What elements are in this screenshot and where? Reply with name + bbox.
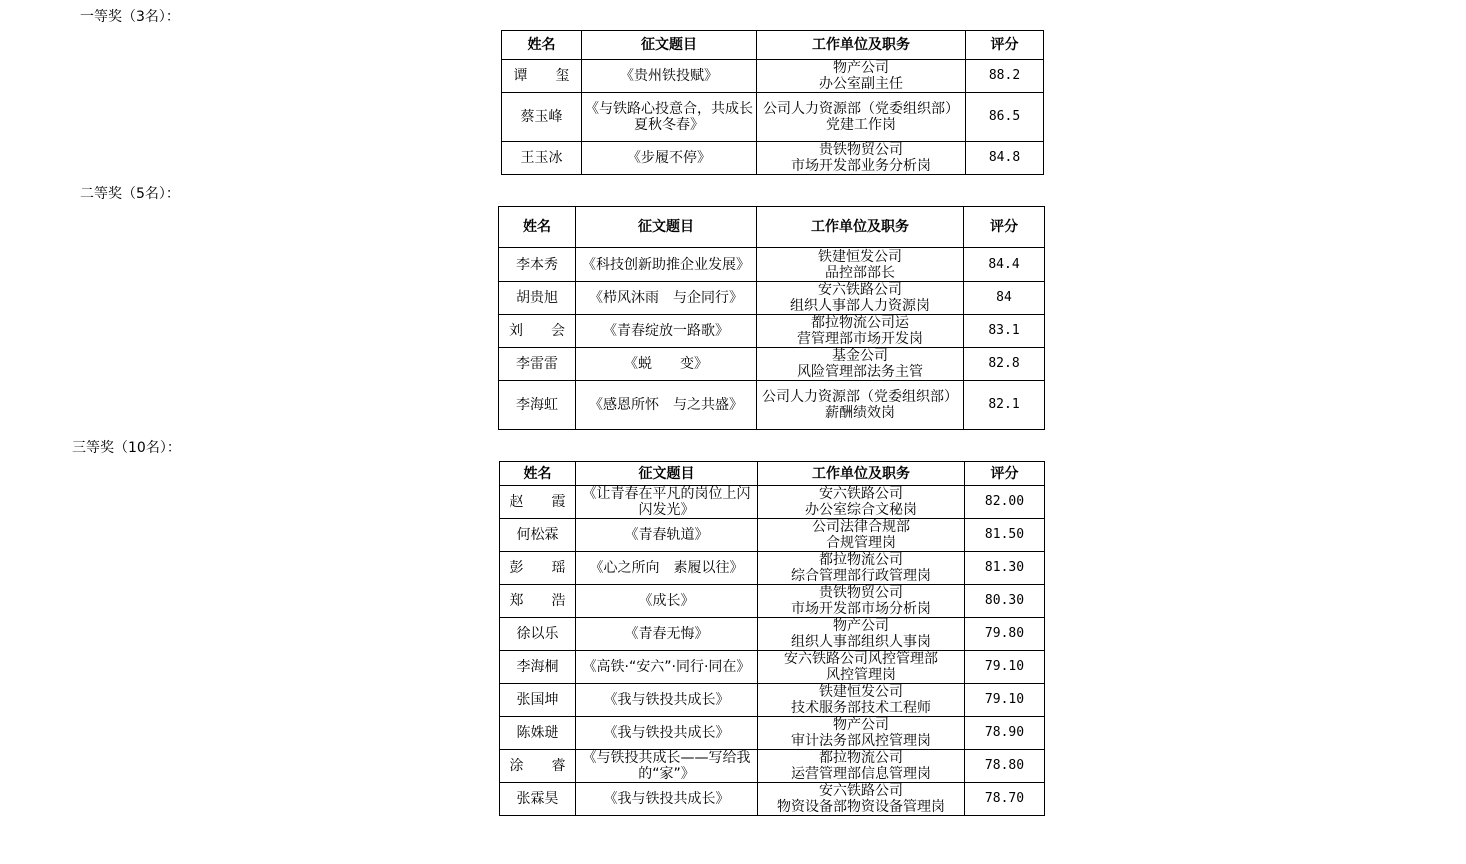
cell-name: 陈姝琎 [500, 717, 576, 750]
cell-name: 谭 玺 [502, 60, 582, 93]
cell-unit: 物产公司 组织人事部组织人事岗 [758, 618, 965, 651]
cell-title: 《心之所向 素履以往》 [576, 552, 758, 585]
table-row [502, 93, 1044, 142]
table-row [499, 315, 1045, 348]
table-row [499, 381, 1045, 430]
header-name: 姓名 [502, 31, 582, 60]
cell-name: 刘 会 [499, 315, 576, 348]
header-unit: 工作单位及职务 [757, 207, 964, 248]
cell-name: 徐以乐 [500, 618, 576, 651]
cell-name: 张国坤 [500, 684, 576, 717]
cell-name: 李雷雷 [499, 348, 576, 381]
cell-unit: 铁建恒发公司 品控部部长 [757, 248, 964, 282]
cell-unit: 安六铁路公司风控管理部 风控管理岗 [758, 651, 965, 684]
cell-title: 《我与铁投共成长》 [576, 783, 758, 816]
cell-name: 李海桐 [500, 651, 576, 684]
cell-unit: 物产公司 审计法务部风控管理岗 [758, 717, 965, 750]
header-name: 姓名 [499, 207, 576, 248]
header-title: 征文题目 [576, 462, 758, 486]
cell-title: 《科技创新助推企业发展》 [576, 248, 757, 282]
header-unit: 工作单位及职务 [758, 462, 965, 486]
header-score: 评分 [966, 31, 1044, 60]
cell-unit: 都拉物流公司 运营管理部信息管理岗 [758, 750, 965, 783]
cell-title: 《青春无悔》 [576, 618, 758, 651]
cell-score: 82.1 [964, 381, 1045, 430]
cell-score: 81.50 [965, 519, 1045, 552]
cell-title: 《步履不停》 [582, 142, 757, 175]
cell-score: 82.00 [965, 486, 1045, 519]
award-table-second [498, 206, 1045, 430]
table-row [499, 248, 1045, 282]
cell-score: 84.8 [966, 142, 1044, 175]
section-3-heading: 三等奖（10名）： [72, 440, 181, 456]
table-row [500, 486, 1045, 519]
table-row [500, 651, 1045, 684]
cell-unit: 基金公司 风险管理部法务主管 [757, 348, 964, 381]
table-row [500, 618, 1045, 651]
cell-title: 《青春绽放一路歌》 [576, 315, 757, 348]
cell-unit: 都拉物流公司运 营管理部市场开发岗 [757, 315, 964, 348]
cell-unit: 公司法律合规部 合规管理岗 [758, 519, 965, 552]
table-row [499, 348, 1045, 381]
table-header-row [502, 31, 1044, 60]
table-row [500, 519, 1045, 552]
table-row [499, 282, 1045, 315]
cell-title: 《成长》 [576, 585, 758, 618]
table-row [500, 585, 1045, 618]
cell-unit: 安六铁路公司 办公室综合文秘岗 [758, 486, 965, 519]
cell-title: 《让青春在平凡的岗位上闪闪发光》 [576, 486, 758, 519]
cell-score: 82.8 [964, 348, 1045, 381]
section-2-heading: 二等奖（5名）： [80, 186, 180, 202]
cell-name: 涂 睿 [500, 750, 576, 783]
cell-name: 蔡玉峰 [502, 93, 582, 142]
table-row [500, 684, 1045, 717]
section-1-heading: 一等奖（3名）： [80, 9, 180, 25]
cell-score: 81.30 [965, 552, 1045, 585]
cell-unit: 公司人力资源部（党委组织部） 薪酬绩效岗 [757, 381, 964, 430]
cell-score: 86.5 [966, 93, 1044, 142]
table-header-row [499, 207, 1045, 248]
cell-unit: 物产公司 办公室副主任 [757, 60, 966, 93]
table-header-row [500, 462, 1045, 486]
cell-unit: 安六铁路公司 组织人事部人力资源岗 [757, 282, 964, 315]
cell-name: 赵 霞 [500, 486, 576, 519]
cell-name: 胡贵旭 [499, 282, 576, 315]
cell-name: 李海虹 [499, 381, 576, 430]
cell-title: 《栉风沐雨 与企同行》 [576, 282, 757, 315]
header-name: 姓名 [500, 462, 576, 486]
award-table-third [499, 461, 1045, 816]
header-score: 评分 [964, 207, 1045, 248]
cell-title: 《青春轨道》 [576, 519, 758, 552]
cell-unit: 安六铁路公司 物资设备部物资设备管理岗 [758, 783, 965, 816]
cell-title: 《我与铁投共成长》 [576, 717, 758, 750]
header-unit: 工作单位及职务 [757, 31, 966, 60]
cell-score: 84.4 [964, 248, 1045, 282]
cell-title: 《感恩所怀 与之共盛》 [576, 381, 757, 430]
cell-unit: 都拉物流公司 综合管理部行政管理岗 [758, 552, 965, 585]
cell-score: 79.80 [965, 618, 1045, 651]
cell-name: 李本秀 [499, 248, 576, 282]
table-row [502, 142, 1044, 175]
cell-name: 郑 浩 [500, 585, 576, 618]
header-score: 评分 [965, 462, 1045, 486]
table-row [502, 60, 1044, 93]
table-row [500, 750, 1045, 783]
cell-title: 《我与铁投共成长》 [576, 684, 758, 717]
award-table-first [501, 30, 1044, 175]
cell-title: 《贵州铁投赋》 [582, 60, 757, 93]
cell-title: 《与铁路心投意合，共成长夏秋冬春》 [582, 93, 757, 142]
cell-name: 何松霖 [500, 519, 576, 552]
cell-unit: 贵铁物贸公司 市场开发部业务分析岗 [757, 142, 966, 175]
table-row [500, 717, 1045, 750]
cell-title: 《蜕 变》 [576, 348, 757, 381]
cell-score: 79.10 [965, 684, 1045, 717]
cell-name: 彭 瑶 [500, 552, 576, 585]
cell-unit: 公司人力资源部（党委组织部） 党建工作岗 [757, 93, 966, 142]
cell-name: 王玉冰 [502, 142, 582, 175]
header-title: 征文题目 [576, 207, 757, 248]
table-row [500, 783, 1045, 816]
header-title: 征文题目 [582, 31, 757, 60]
cell-title: 《与铁投共成长——写给我的“家”》 [576, 750, 758, 783]
cell-score: 79.10 [965, 651, 1045, 684]
cell-title: 《高铁·“安六”·同行·同在》 [576, 651, 758, 684]
cell-score: 80.30 [965, 585, 1045, 618]
cell-score: 78.90 [965, 717, 1045, 750]
cell-score: 84 [964, 282, 1045, 315]
cell-score: 78.70 [965, 783, 1045, 816]
cell-unit: 铁建恒发公司 技术服务部技术工程师 [758, 684, 965, 717]
cell-score: 88.2 [966, 60, 1044, 93]
cell-name: 张霖昊 [500, 783, 576, 816]
table-row [500, 552, 1045, 585]
cell-unit: 贵铁物贸公司 市场开发部市场分析岗 [758, 585, 965, 618]
cell-score: 78.80 [965, 750, 1045, 783]
cell-score: 83.1 [964, 315, 1045, 348]
